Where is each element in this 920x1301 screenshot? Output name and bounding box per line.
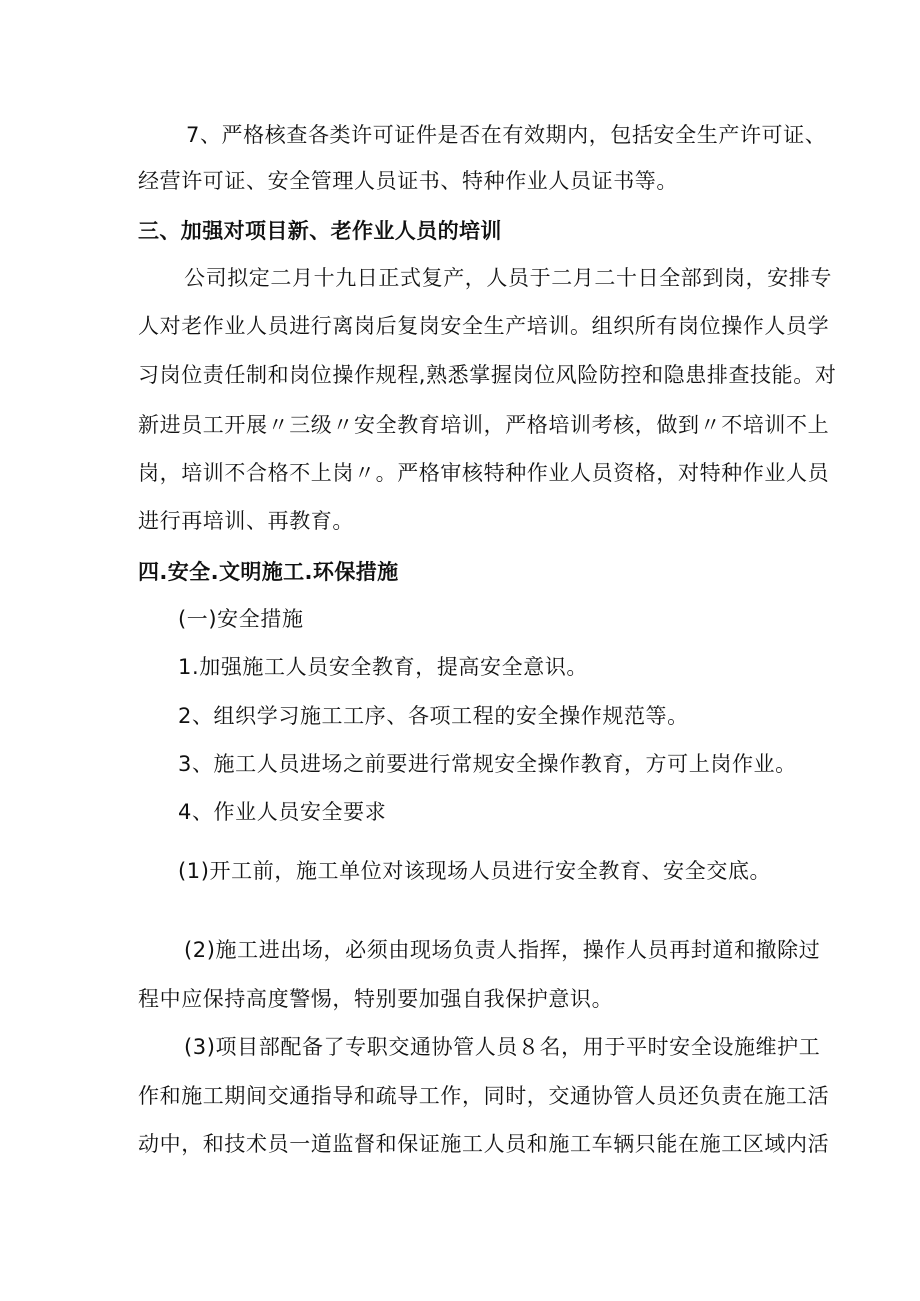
paragraph-line: (3)项目部配备了专职交通协管人员８名，用于平时安全设施维护工 xyxy=(184,1035,821,1059)
paragraph-line: 新进员工开展〃三级〃安全教育培训，严格培训考核，做到〃不培训不上 xyxy=(138,413,830,437)
paragraph-line: 程中应保持高度警惕，特别要加强自我保护意识。 xyxy=(138,987,614,1011)
list-item: (1)开工前，施工单位对该现场人员进行安全教育、安全交底。 xyxy=(178,859,772,883)
list-item: 1.加强施工人员安全教育，提高安全意识。 xyxy=(178,655,589,679)
list-item: 4、作业人员安全要求 xyxy=(178,800,387,824)
list-item: 3、施工人员进场之前要进行常规安全操作教育，方可上岗作业。 xyxy=(178,752,797,776)
paragraph-line: 进行再培训、再教育。 xyxy=(138,509,354,533)
paragraph-line: (2)施工进出场，必须由现场负责人指挥，操作人员再封道和撤除过 xyxy=(184,938,821,962)
subsection-heading: (一)安全措施 xyxy=(178,607,304,631)
paragraph-line: 人对老作业人员进行离岗后复岗安全生产培训。组织所有岗位操作人员学 xyxy=(138,314,830,338)
list-item: 2、组织学习施工工序、各项工程的安全操作规范等。 xyxy=(178,704,689,728)
paragraph-line: 作和施工期间交通指导和疏导工作，同时，交通协管人员还负责在施工活 xyxy=(138,1084,830,1108)
paragraph-line: 习岗位责任制和岗位操作规程,熟悉掌握岗位风险防控和隐患排查技能。对 xyxy=(138,363,837,387)
section-heading: 三、加强对项目新、老作业人员的培训 xyxy=(138,219,502,243)
paragraph-line: 动中，和技术员一道监督和保证施工人员和施工车辆只能在施工区域内活 xyxy=(138,1132,830,1156)
paragraph-line: 岗，培训不合格不上岗〃。严格审核特种作业人员资格，对特种作业人员 xyxy=(138,461,830,485)
paragraph-line: 公司拟定二月十九日正式复产，人员于二月二十日全部到岗，安排专 xyxy=(184,266,832,290)
section-heading: 四.安全.文明施工.环保措施 xyxy=(138,560,399,584)
paragraph-line: 经营许可证、安全管理人员证书、特种作业人员证书等。 xyxy=(138,169,678,193)
paragraph-line: 7、严格核查各类许可证件是否在有效期内，包括安全生产许可证、 xyxy=(186,123,827,147)
